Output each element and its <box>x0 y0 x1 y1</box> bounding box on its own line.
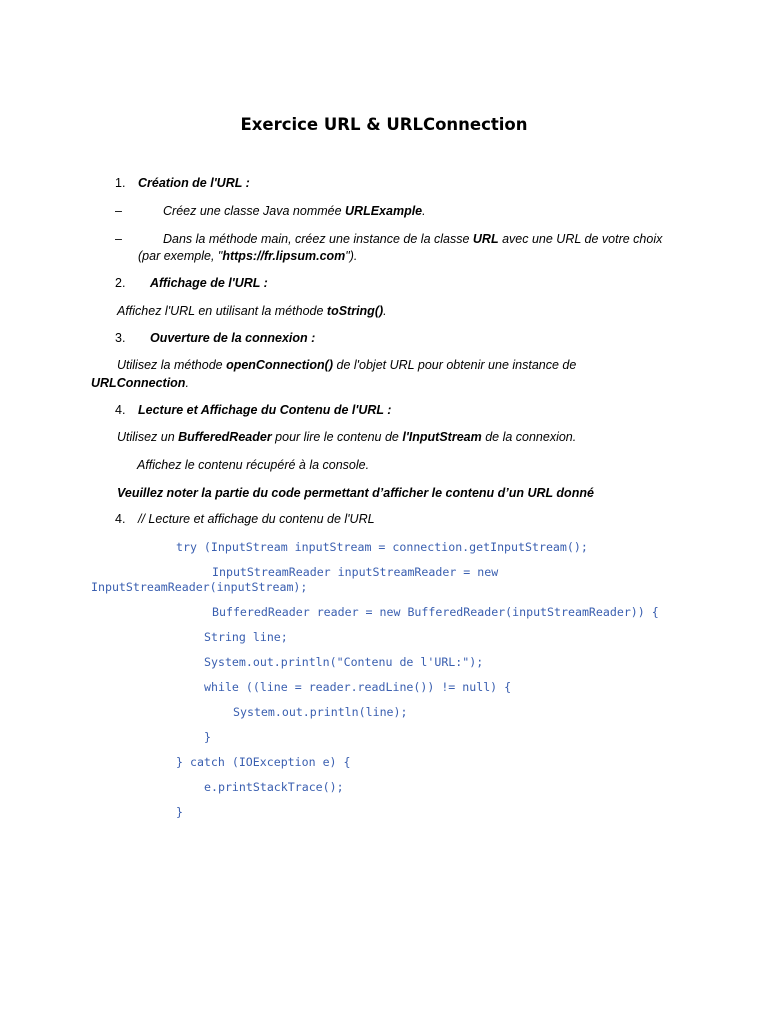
code-line: System.out.println("Contenu de l'URL:"); <box>204 655 484 669</box>
code-line: System.out.println(line); <box>233 705 408 719</box>
code-line: InputStreamReader(inputStream); <box>91 580 308 594</box>
code-line: } <box>204 730 211 744</box>
note-text: Veuillez noter la partie du code permettant d’afficher le contenu d’un URL donné <box>117 486 594 500</box>
bullet-1-text: Créez une classe Java nommée URLExample. <box>163 204 426 218</box>
code-line: } catch (IOException e) { <box>176 755 351 769</box>
section-4-text: Utilisez un BufferedReader pour lire le contenu de l'InputStream de la connexion. <box>117 430 577 444</box>
code-line: InputStreamReader inputStreamReader = new <box>212 565 499 579</box>
code-comment: // Lecture et affichage du contenu de l'URL <box>138 512 375 526</box>
section-2-heading: Affichage de l'URL : <box>150 276 268 290</box>
code-line: e.printStackTrace(); <box>204 780 344 794</box>
bullet-dash: – <box>115 204 122 218</box>
code-line: try (InputStream inputStream = connection.getInputStream(); <box>176 540 588 554</box>
section-2-number: 2. <box>115 276 126 290</box>
code-line: } <box>176 805 183 819</box>
code-line: while ((line = reader.readLine()) != null) { <box>204 680 512 694</box>
section-1-number: 1. <box>115 176 126 190</box>
code-line: BufferedReader reader = new BufferedReader(inputStreamReader)) { <box>212 605 659 619</box>
bullet-2-text-line2: (par exemple, "https://fr.lipsum.com"). <box>138 249 358 263</box>
section-3-text: Utilisez la méthode openConnection() de l'objet URL pour obtenir une instance de <box>117 358 577 372</box>
section-3-text-line2: URLConnection. <box>91 376 189 390</box>
section-1-heading: Création de l'URL : <box>138 176 250 190</box>
section-4-text-line2: Affichez le contenu récupéré à la console. <box>137 458 370 472</box>
document-title: Exercice URL & URLConnection <box>240 115 528 134</box>
section-3-number: 3. <box>115 331 126 345</box>
section-3-heading: Ouverture de la connexion : <box>150 331 316 345</box>
bullet-dash: – <box>115 232 122 246</box>
section-4-number: 4. <box>115 403 126 417</box>
section-5-number: 4. <box>115 512 126 526</box>
bullet-2-text: Dans la méthode main, créez une instance de la classe URL avec une URL de votre choix <box>163 232 663 246</box>
code-line: String line; <box>204 630 288 644</box>
section-4-heading: Lecture et Affichage du Contenu de l'URL : <box>138 403 392 417</box>
section-2-text: Affichez l'URL en utilisant la méthode toString(). <box>117 304 387 318</box>
